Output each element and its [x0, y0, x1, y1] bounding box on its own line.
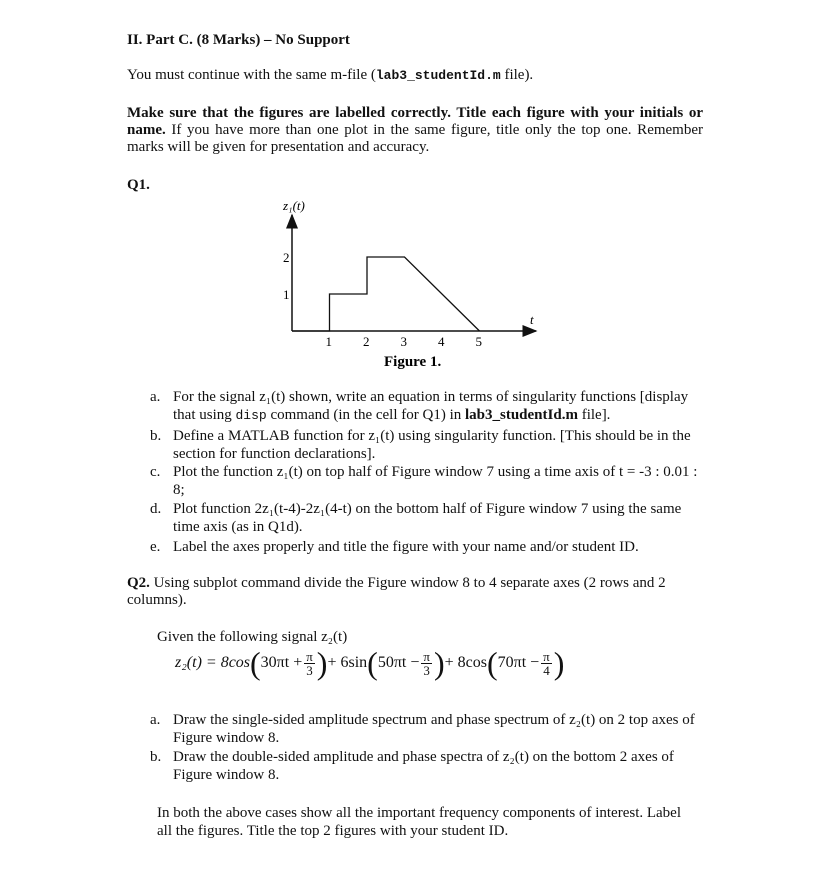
equation-z2: z₂(t) = 8cos(30πt + $\frac{\pi}{3}$ )+ 6sin(50πt − $\frac{\pi}{3}$ )+ 8cos(70πt − $\frac{\pi}{4}$ )	[175, 645, 565, 681]
q1-label: Q1.	[127, 177, 150, 193]
list-item: a. Draw the single-sided amplitude spectrum and phase spectrum of z₂(t) on 2 top axes of Figure window 8.	[150, 712, 695, 746]
y-axis-label: z₁(t)	[283, 198, 305, 213]
y-tick-label: 2	[283, 250, 290, 265]
x-tick-label: 2	[363, 334, 370, 349]
filename: lab3_studentId.m	[375, 68, 501, 83]
figure-caption: Figure 1.	[384, 354, 442, 370]
list-item: a. For the signal z₁(t) shown, write an equation in terms of singularity functions [display that using disp command (in the cell for Q1) in lab3_studentId.m file].	[150, 389, 689, 423]
list-item: d. Plot function 2z₁(t-4)-2z₁(4-t) on the bottom half of Figure window 7 using the same time axis (as in Q1d).	[150, 501, 682, 535]
list-item: c. Plot the function z₁(t) on top half of Figure window 7 using a time axis of t = -3 : 0.01 : 8;	[150, 464, 698, 498]
intro-text: You must continue with the same m-file (lab3_studentId.m file).	[127, 67, 534, 83]
instructions: Make sure that the figures are labelled correctly. Title each figure with your initials or name. If you have more than one plot in the same figure, title only the top one. Remember marks will be given for presentation and accuracy.	[127, 105, 703, 155]
x-tick-label: 4	[438, 334, 445, 349]
x-axis-label: t	[530, 312, 534, 327]
section-heading: II. Part C. (8 Marks) – No Support	[127, 32, 350, 48]
signal-line	[292, 257, 480, 331]
list-item: b. Draw the double-sided amplitude and phase spectra of z₂(t) on the bottom 2 axes of Figure window 8.	[150, 749, 674, 783]
x-tick-label: 3	[400, 334, 407, 349]
q2-text: Q2. Using subplot command divide the Figure window 8 to 4 separate axes (2 rows and 2 columns).	[127, 575, 666, 608]
x-tick-label: 5	[475, 334, 482, 349]
closing-text: In both the above cases show all the important frequency components of interest. Label all the figures. Title the top 2 figures with your student ID.	[157, 805, 682, 839]
y-tick-label: 1	[283, 287, 290, 302]
list-item: e. Label the axes properly and title the figure with your name and/or student ID.	[150, 539, 639, 555]
x-tick-label: 1	[325, 334, 332, 349]
list-item: b. Define a MATLAB function for z₁(t) using singularity function. [This should be in the section for function declarations].	[150, 428, 691, 462]
given-text: Given the following signal z₂(t)	[157, 629, 348, 645]
